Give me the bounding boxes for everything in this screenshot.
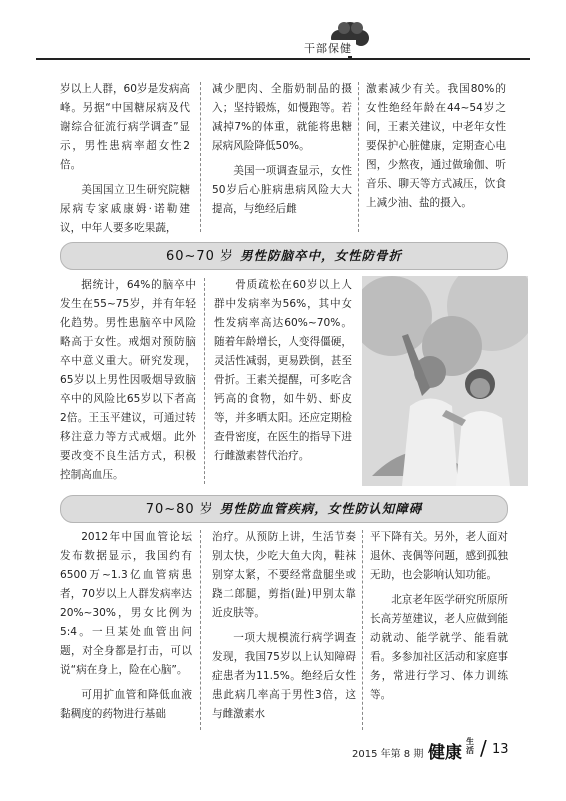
magazine-brand-sub: 生活 [466, 737, 474, 755]
column-divider [204, 278, 205, 484]
band-title: 男性防脑卒中，女性防骨折 [240, 248, 403, 263]
magazine-brand: 健康 [428, 743, 462, 763]
header-rule [36, 58, 530, 60]
page-header [0, 0, 566, 80]
paragraph: 激素减少有关。我国80%的女性绝经年龄在44~54岁之间，王素关建议，中老年女性要保护心脏健康，定期查心电图，少熬夜，通过做瑜伽、听音乐、聊天等方式减压，饮食上减少油、盐的摄入。 [366, 83, 506, 209]
paragraph: 可用扩血管和降低血液黏稠度的药物进行基础 [60, 689, 192, 720]
paragraph: 美国国立卫生研究院糖尿病专家戚康姆·诺勒建议，中年人要多吃果蔬， [60, 184, 190, 234]
band-title: 男性防血管疾病，女性防认知障碍 [219, 501, 423, 516]
elderly-couple-photo [362, 276, 528, 486]
slash-divider: / [480, 736, 487, 760]
paragraph: 岁以上人群，60岁是发病高峰。另据“中国糖尿病及代谢综合征流行病学调查”显示，男性患病率超女性2倍。 [60, 83, 191, 171]
paragraph: 2012年中国血管论坛发布数据显示，我国约有6500万~1.3亿血管病患者，70岁以上人群发病率达20%~30%，男女比例为5:4。一旦某处血管出问题，对全身都是打击，可以说“病在身上，险在心脑”。 [60, 531, 192, 676]
top-column-1 [60, 80, 190, 244]
mid-column-1 [60, 276, 196, 491]
column-divider [200, 82, 201, 232]
page-footer [0, 736, 566, 776]
column-divider [362, 530, 363, 730]
top-column-3 [366, 80, 506, 219]
page-number: 13 [492, 742, 509, 757]
column-divider [358, 82, 359, 232]
column-divider [200, 530, 201, 730]
paragraph: 美国一项调查显示，女性50岁后心脏病患病风险大大提高，与绝经后雌 [212, 165, 352, 215]
bottom-column-3 [370, 528, 508, 711]
paragraph: 减少肥肉、全脂奶制品的摄入；坚持锻炼，如慢跑等。若减掉7%的体重，就能将患糖尿病风险降低50%。 [212, 83, 352, 152]
top-column-2 [212, 80, 352, 225]
section-band-60-70 [60, 242, 508, 270]
band-age: 70~80 岁 [145, 502, 214, 517]
paragraph: 平下降有关。另外，老人面对退休、丧偶等问题，感到孤独无助，也会影响认知功能。 [370, 531, 508, 581]
paragraph: 一项大规模流行病学调查发现，我国75岁以上认知障碍症患者为11.5%。绝经后女性患此病几率高于男性3倍，这与雌激素水 [212, 632, 356, 720]
bottom-column-2 [212, 528, 356, 730]
issue-label: 2015 年第 8 期 [352, 749, 424, 760]
paragraph: 骨质疏松在60岁以上人群中发病率为56%，其中女性发病率高达60%~70%。随着年龄增长，人变得僵硬，灵活性减弱，更易跌倒，甚至骨折。王素关提醒，可多吃含钙高的食物，如牛奶、虾皮等，并多晒太阳。还应定期检查骨密度，在医生的指导下进行雌激素替代治疗。 [214, 279, 352, 462]
paragraph: 据统计，64%的脑卒中发生在55~75岁，并有年轻化趋势。男性患脑卒中风险略高于女性。戒烟对预防脑卒中意义重大。研究发现，65岁以上男性因吸烟导致脑卒中的风险比65岁以下者高2倍。王玉平建议，可通过转移注意力等方式戒烟。此外要改变不良生活方式，积极控制高血压。 [60, 279, 196, 481]
paragraph: 北京老年医学研究所原所长高芳堃建议，老人应做到能动就动、能学就学、能看就看。多参加社区活动和家庭事务，常进行学习、体力训练等。 [370, 594, 508, 701]
paragraph: 治疗。从预防上讲，生活节奏别太快，少吃大鱼大肉，鞋袜别穿太紧，不要经常盘腿坐或跷二郎腿，剪指(趾)甲别太靠近皮肤等。 [212, 531, 356, 619]
bottom-column-1 [60, 528, 192, 730]
section-band-70-80 [60, 495, 508, 523]
band-age: 60~70 岁 [165, 249, 235, 264]
section-title: 干部保健 [300, 40, 356, 56]
mid-column-2 [214, 276, 352, 472]
